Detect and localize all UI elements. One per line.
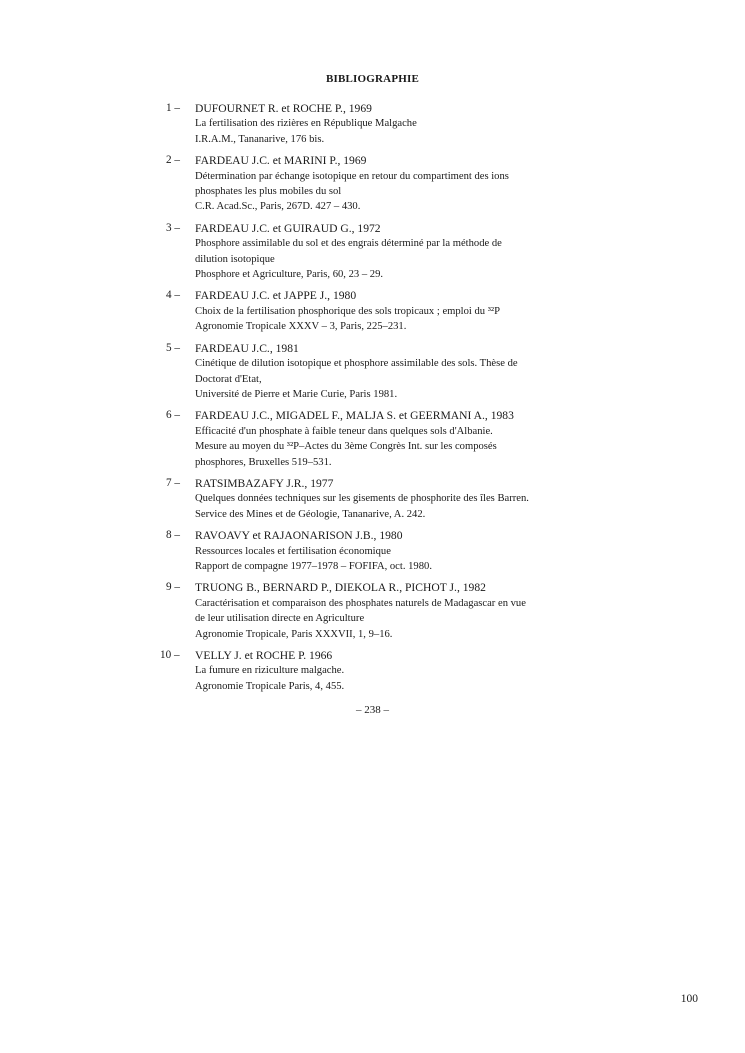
entry-line: Détermination par échange isotopique en retour du compartiment des ions xyxy=(195,170,509,182)
entry-number: 5 – xyxy=(166,341,180,354)
bibliography-entry xyxy=(160,288,600,334)
entry-line: La fertilisation des rizières en République Malgache xyxy=(195,118,417,130)
entry-line: Choix de la fertilisation phosphorique des sols tropicaux ; emploi du ³²P xyxy=(195,305,500,317)
entry-line: I.R.A.M., Tananarive, 176 bis. xyxy=(195,133,325,145)
bibliography-entry xyxy=(160,528,600,574)
entry-line: Agronomie Tropicale XXXV – 3, Paris, 225–231. xyxy=(195,321,407,333)
bibliography-entry xyxy=(160,101,600,147)
entry-number: 9 – xyxy=(166,581,180,594)
entry-authors: FARDEAU J.C. et MARINI P., 1969 xyxy=(195,154,367,168)
entry-number: 10 – xyxy=(160,649,180,661)
entry-line: La fumure en riziculture malgache. xyxy=(195,665,345,677)
bibliography-list xyxy=(160,101,600,700)
entry-number: 4 – xyxy=(166,289,180,302)
entry-authors: FARDEAU J.C. et JAPPE J., 1980 xyxy=(195,289,357,303)
entry-authors: FARDEAU J.C., MIGADEL F., MALJA S. et GEERMANI A., 1983 xyxy=(195,409,514,423)
bibliography-entry xyxy=(160,408,600,470)
page-title: BIBLIOGRAPHIE xyxy=(325,73,420,85)
entry-line: Agronomie Tropicale Paris, 4, 455. xyxy=(195,680,345,692)
entry-line: Quelques données techniques sur les gisements de phosphorite des îles Barren. xyxy=(195,493,529,505)
entry-number: 3 – xyxy=(166,221,180,234)
entry-line: Service des Mines et de Géologie, Tananarive, A. 242. xyxy=(195,508,426,520)
entry-line: Phosphore assimilable du sol et des engrais déterminé par la méthode de xyxy=(195,238,502,250)
entry-line: C.R. Acad.Sc., Paris, 267D. 427 – 430. xyxy=(195,201,361,213)
entry-authors: TRUONG B., BERNARD P., DIEKOLA R., PICHOT J., 1982 xyxy=(195,581,486,595)
bibliography-entry xyxy=(160,580,600,642)
bibliography-entry xyxy=(160,648,600,694)
entry-number: 2 – xyxy=(166,154,180,167)
entry-line: Cinétique de dilution isotopique et phosphore assimilable des sols. Thèse de xyxy=(195,358,518,370)
bibliography-entry xyxy=(160,476,600,522)
entry-line: Efficacité d'un phosphate à faible teneur dans quelques sols d'Albanie. xyxy=(195,425,493,437)
entry-authors: FARDEAU J.C., 1981 xyxy=(195,341,299,355)
entry-number: 8 – xyxy=(166,529,180,542)
entry-line: Phosphore et Agriculture, Paris, 60, 23 – 29. xyxy=(195,269,384,281)
page-number: – 238 – xyxy=(356,704,389,716)
entry-number: 1 – xyxy=(166,102,180,114)
entry-line: Rapport de compagne 1977–1978 – FOFIFA, oct. 1980. xyxy=(195,560,432,572)
entry-line: Doctorat d'Etat, xyxy=(195,373,262,385)
entry-line: de leur utilisation directe en Agriculture xyxy=(195,613,365,625)
folio-number: 100 xyxy=(680,993,698,1005)
entry-number: 7 – xyxy=(166,476,180,489)
entry-line: Université de Pierre et Marie Curie, Paris 1981. xyxy=(195,388,398,400)
bibliography-entry xyxy=(160,153,600,215)
bibliography-entry xyxy=(160,341,600,403)
entry-authors: RATSIMBAZAFY J.R., 1977 xyxy=(195,476,334,490)
entry-line: phosphates les plus mobiles du sol xyxy=(195,186,342,198)
entry-line: Mesure au moyen du ³²P–Actes du 3ème Congrès Int. sur les composés xyxy=(195,441,497,453)
entry-authors: FARDEAU J.C. et GUIRAUD G., 1972 xyxy=(195,221,381,235)
entry-authors: VELLY J. et ROCHE P. 1966 xyxy=(195,649,333,662)
entry-number: 6 – xyxy=(166,409,180,422)
entry-line: Ressources locales et fertilisation économique xyxy=(195,545,391,557)
entry-line: dilution isotopique xyxy=(195,253,275,265)
entry-line: phosphores, Bruxelles 519–531. xyxy=(195,456,332,468)
bibliography-entry xyxy=(160,221,600,283)
entry-authors: DUFOURNET R. et ROCHE P., 1969 xyxy=(195,102,372,115)
entry-line: Caractérisation et comparaison des phosphates naturels de Madagascar en vue xyxy=(195,597,526,609)
entry-line: Agronomie Tropicale, Paris XXXVII, 1, 9–16. xyxy=(195,628,393,640)
entry-authors: RAVOAVY et RAJAONARISON J.B., 1980 xyxy=(195,529,403,543)
